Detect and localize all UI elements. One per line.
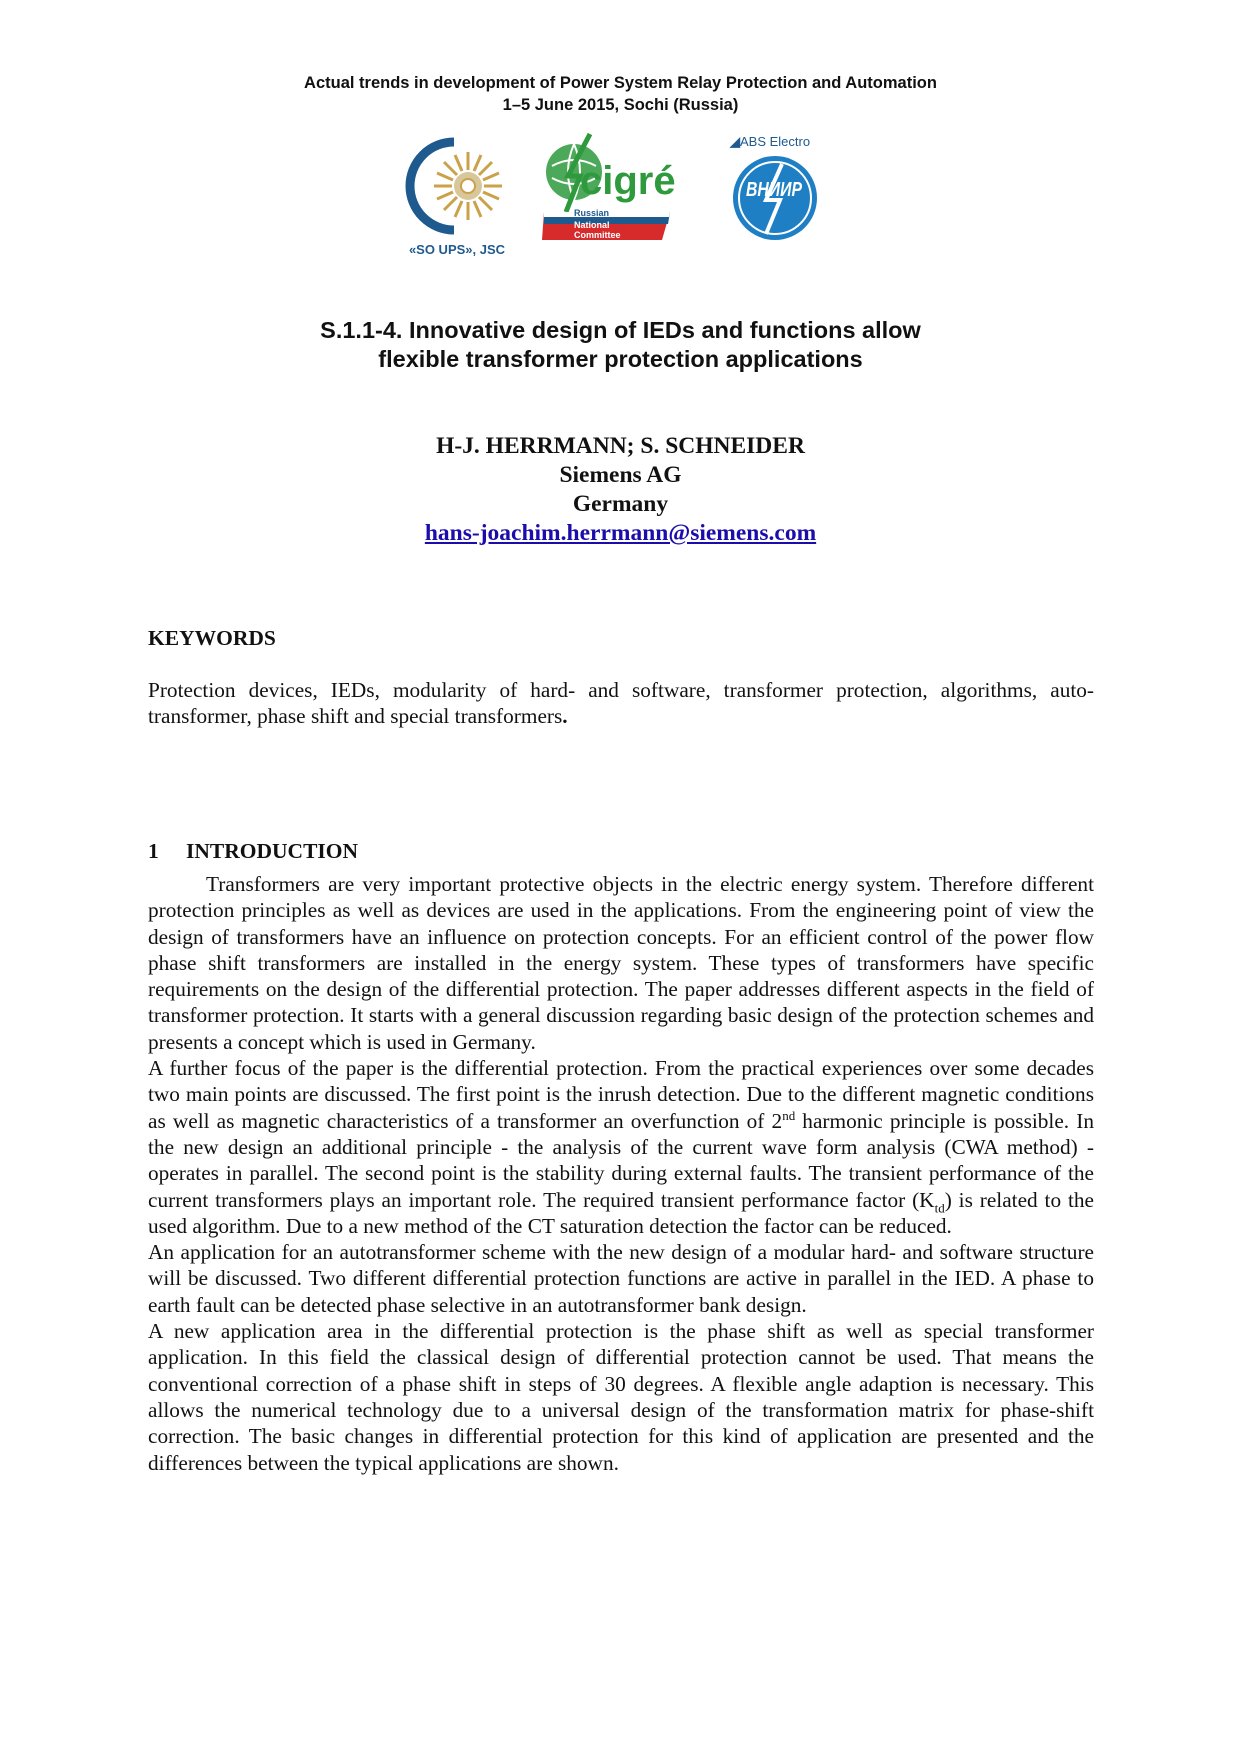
author-names: H-J. HERRMANN; S. SCHNEIDER (436, 433, 805, 459)
abs-electro-logo (730, 134, 830, 252)
cigre-wordmark: cigré (580, 159, 676, 203)
keywords-heading: KEYWORDS (148, 626, 276, 650)
cigre-emblem-icon (538, 132, 676, 250)
paper-title-line-1: S.1.1-4. Innovative design of IEDs and functions allow (320, 317, 921, 343)
so-ups-logo (392, 134, 522, 257)
superscript-nd: nd (782, 1107, 796, 1123)
abs-electro-label: ◢ABS Electro (730, 134, 811, 149)
introduction-body (148, 871, 1094, 1476)
vniir-label: ВНИИР (746, 179, 803, 201)
cigre-sub-2: National (574, 220, 610, 230)
keywords-list: Protection devices, IEDs, modularity of hard- and software, transformer protection, algorithms, auto-transformer, phase shift and special transformers (148, 678, 1094, 729)
keywords-period: . (562, 704, 568, 729)
author-email-link[interactable]: hans-joachim.herrmann@siemens.com (424, 520, 817, 546)
so-ups-label: «SO UPS», JSC (408, 242, 506, 257)
author-company: Siemens AG (559, 462, 682, 488)
author-block (0, 432, 1241, 548)
intro-paragraph-2: A further focus of the paper is the differential protection. From the practical experiences over some decades two main points are discussed. The first point is the inrush detection. Due to the different magnetic conditions as well as magnetic characteristics of a transformer an overfunction of 2nd harmonic principle is possible. In the new design an additional principle - the analysis of the current wave form analysis (CWA method) - operates in parallel. The second point is the stability during external faults. The transient performance of the current transformers plays an important role. The required transient performance factor $(K_{td})$ is related to the used algorithm. Due to a new method of the CT saturation detection the factor can be reduced. (148, 1056, 1095, 1238)
sponsor-logos (0, 128, 1241, 258)
cigre-logo (538, 132, 676, 250)
intro-paragraph-3: An application for an autotransformer scheme with the new design of a modular hard- and software structure will be discussed. Two different differential protection functions are active in parallel in the IED. A phase to earth fault can be detected phase selective in an autotransformer bank design. (148, 1240, 1094, 1317)
conference-title: Actual trends in development of Power System Relay Protection and Automation (304, 74, 937, 92)
so-ups-emblem-icon (392, 134, 522, 238)
conference-dates: 1–5 June 2015, Sochi (Russia) (502, 96, 739, 114)
intro-paragraph-4: A new application area in the differential protection is the phase shift as well as special transformer application. In this field the classical design of differential protection cannot be used. That means the conventional correction of a phase shift in steps of 30 degrees. A flexible angle adaption is necessary. This allows the numerical technology due to a universal design of the transformation matrix for phase-shift correction. The basic changes in differential protection for this kind of application are presented and the differences between the typical applications are shown. (148, 1319, 1094, 1475)
paper-title (0, 316, 1241, 374)
vniir-emblem-icon (730, 152, 830, 252)
section-number: 1 (148, 839, 159, 863)
introduction-heading (148, 839, 358, 864)
keywords-text (148, 677, 1094, 730)
subscript-td: td (934, 1199, 945, 1215)
intro-paragraph-1: Transformers are very important protective objects in the electric energy system. Therefore different protection principles as well as devices are used in the applications. From the engineering point of view the design of transformers have an influence on protection concepts. For an efficient control of the power flow phase shift transformers are installed in the energy system. These types of transformers have specific requirements on the design of the differential protection. The paper addresses different aspects in the field of transformer protection. It starts with a general discussion regarding basic design of the protection schemes and presents a concept which is used in Germany. (148, 872, 1094, 1054)
section-title: INTRODUCTION (186, 839, 359, 863)
cigre-sub-1: Russian (574, 208, 610, 218)
paper-title-line-2: flexible transformer protection applications (378, 346, 863, 372)
author-country: Germany (572, 491, 669, 517)
cigre-sub-3: Committee (574, 230, 621, 240)
